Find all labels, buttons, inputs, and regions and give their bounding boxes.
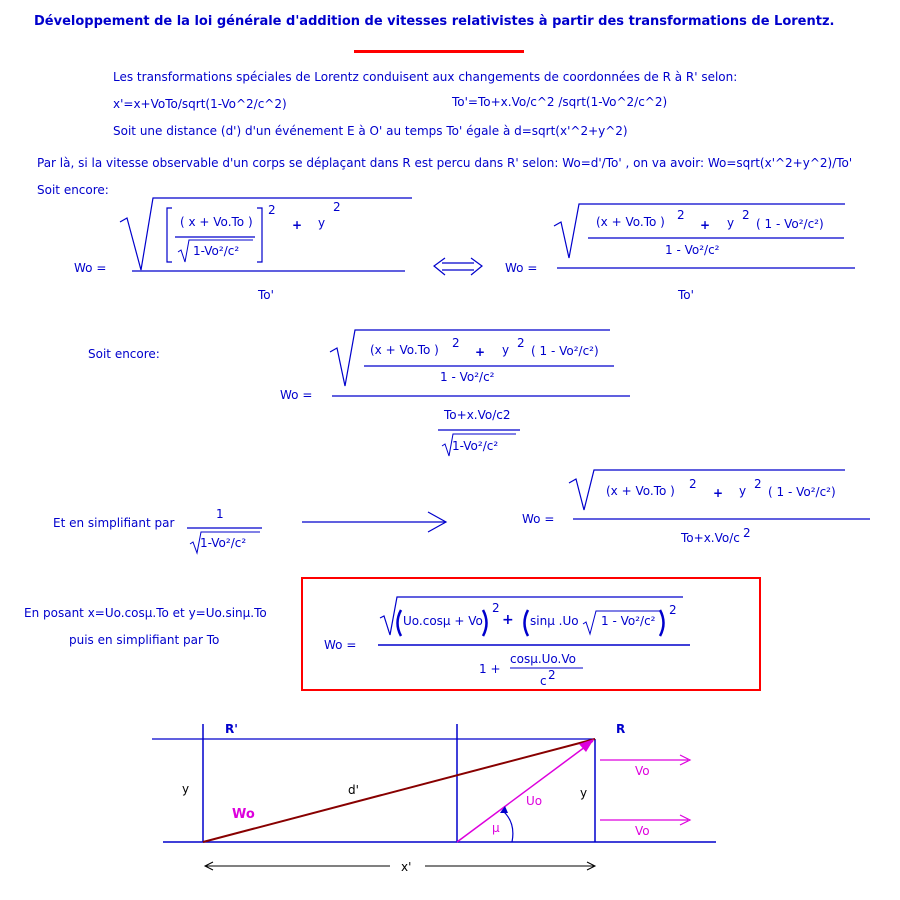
final-inner-radical [583,611,660,634]
eq1-denominator: 1-Vo²/c² [193,244,240,258]
eq3-lower-denominator: 1-Vo²/c² [452,439,499,453]
mu-angle-arc [502,810,513,842]
label-mu: μ [492,821,500,835]
eq3-lower-numerator: To+x.Vo/c2 [444,408,511,422]
final-exponent-2: 2 [669,603,677,617]
equation-t-prime: To'=To+x.Vo/c^2 /sqrt(1-Vo^2/c^2) [452,95,668,109]
eq4-y: y [739,484,747,498]
eq3-exponent: 2 [452,336,460,350]
eq2-numerator: (x + Vo.To ) [596,215,665,229]
eq4-denominator: To+x.Vo/c [681,531,740,545]
intro-line-3: Soit une distance (d') d'un événement E à O' au temps To' égale à d=sqrt(x'^2+y^2) [113,124,628,138]
eq2-wo: Wo = [505,261,538,275]
eq1-radical [120,198,412,270]
final-term-1: Uo.cosμ + Vo [403,614,483,628]
eq4-numerator: (x + Vo.To ) [606,484,675,498]
long-arrow-icon [302,512,446,532]
eq1-exponent: 2 [268,203,276,217]
label-uo: Uo [526,794,543,808]
final-den-one: 1 + [479,662,501,676]
eq1-plus: + [292,218,303,232]
eq4-wo: Wo = [522,512,555,526]
final-radical [380,597,683,635]
final-paren-4 [660,610,664,636]
eq2-exponent: 2 [677,208,685,222]
reference-diagram [152,724,716,870]
eq4-radical [569,470,845,510]
eq3-plus: + [475,345,486,359]
final-line-1: En posant x=Uo.cosμ.To et y=Uo.sinμ.To [24,606,267,620]
eq2-denominator: 1 - Vo²/c² [665,243,720,257]
uo-vector [457,741,593,842]
final-den-numerator: cosμ.Uo.Vo [510,652,576,666]
final-plus: + [502,612,514,628]
eq4-factor: ( 1 - Vo²/c²) [768,485,836,499]
intro-line-5: Soit encore: [37,183,109,197]
label-d-prime: d' [348,783,359,797]
simplify-radical [190,532,260,553]
eq3-y-exponent: 2 [517,336,525,350]
eq3-y: y [502,343,510,357]
final-paren-2 [483,610,487,636]
eq4-exponent: 2 [689,477,697,491]
label-y-right: y [580,786,588,800]
page-title: Développement de la loi générale d'addition de vitesses relativistes à partir des transformations de Lorentz. [34,14,835,29]
eq2-plus: + [700,218,711,232]
final-term-2a: sinμ .Uo [530,614,579,628]
simplify-one: 1 [216,507,224,521]
eq1-inner-radical [178,240,253,262]
label-vo-1: Vo [635,764,650,778]
final-paren-1 [398,610,402,636]
eq3-denominator: 1 - Vo²/c² [440,370,495,384]
final-line-2: puis en simplifiant par To [69,633,220,647]
intro-line-1: Les transformations spéciales de Lorentz conduisent aux changements de coordonnées de R à R' selon: [113,70,738,84]
eq3-label: Soit encore: [88,347,160,361]
final-wo: Wo = [324,638,357,652]
eq3-numerator: (x + Vo.To ) [370,343,439,357]
eq1-bracket-left [167,208,172,262]
eq3-radical [330,330,610,386]
label-vo-2: Vo [635,824,650,838]
eq1-wo: Wo = [74,261,107,275]
eq2-factor: ( 1 - Vo²/c²) [756,217,824,231]
eq2-y-exponent: 2 [742,208,750,222]
eq4-denominator-exponent: 2 [743,526,751,540]
eq1-to-prime: To' [258,288,274,302]
eq3-factor: ( 1 - Vo²/c²) [531,344,599,358]
label-x-prime: x' [401,860,412,874]
d-prime-vector [203,739,595,842]
eq2-to-prime: To' [678,288,694,302]
final-den-exponent: 2 [548,668,556,682]
final-term-2b: 1 - Vo²/c² [601,614,656,628]
label-y-left: y [182,782,190,796]
simplify-label: Et en simplifiant par [53,516,175,530]
eq2-radical [554,204,845,258]
final-den-denominator: c [540,674,547,688]
equation-x-prime: x'=x+VoTo/sqrt(1-Vo^2/c^2) [113,97,287,111]
eq1-bracket-right [257,208,262,262]
final-exponent-1: 2 [492,601,500,615]
intro-line-4: Par là, si la vitesse observable d'un corps se déplaçant dans R est percu dans R' selon: Wo=d'/To' , on va avoir: Wo=sqrt(x'^2+y^2)/To' [37,156,853,170]
label-r-prime: R' [225,722,238,736]
label-r: R [616,722,626,736]
label-wo: Wo [232,807,255,822]
equivalence-arrow-icon [434,258,482,275]
eq3-lower-radical [442,434,516,456]
eq1-numerator: ( x + Vo.To ) [180,215,253,229]
eq4-y-exponent: 2 [754,477,762,491]
eq2-y: y [727,216,735,230]
eq1-y-exponent: 2 [333,200,341,214]
eq1-y: y [318,216,326,230]
eq4-plus: + [713,486,724,500]
simplify-denominator: 1-Vo²/c² [200,536,247,550]
eq3-wo: Wo = [280,388,313,402]
final-paren-3 [525,610,529,636]
